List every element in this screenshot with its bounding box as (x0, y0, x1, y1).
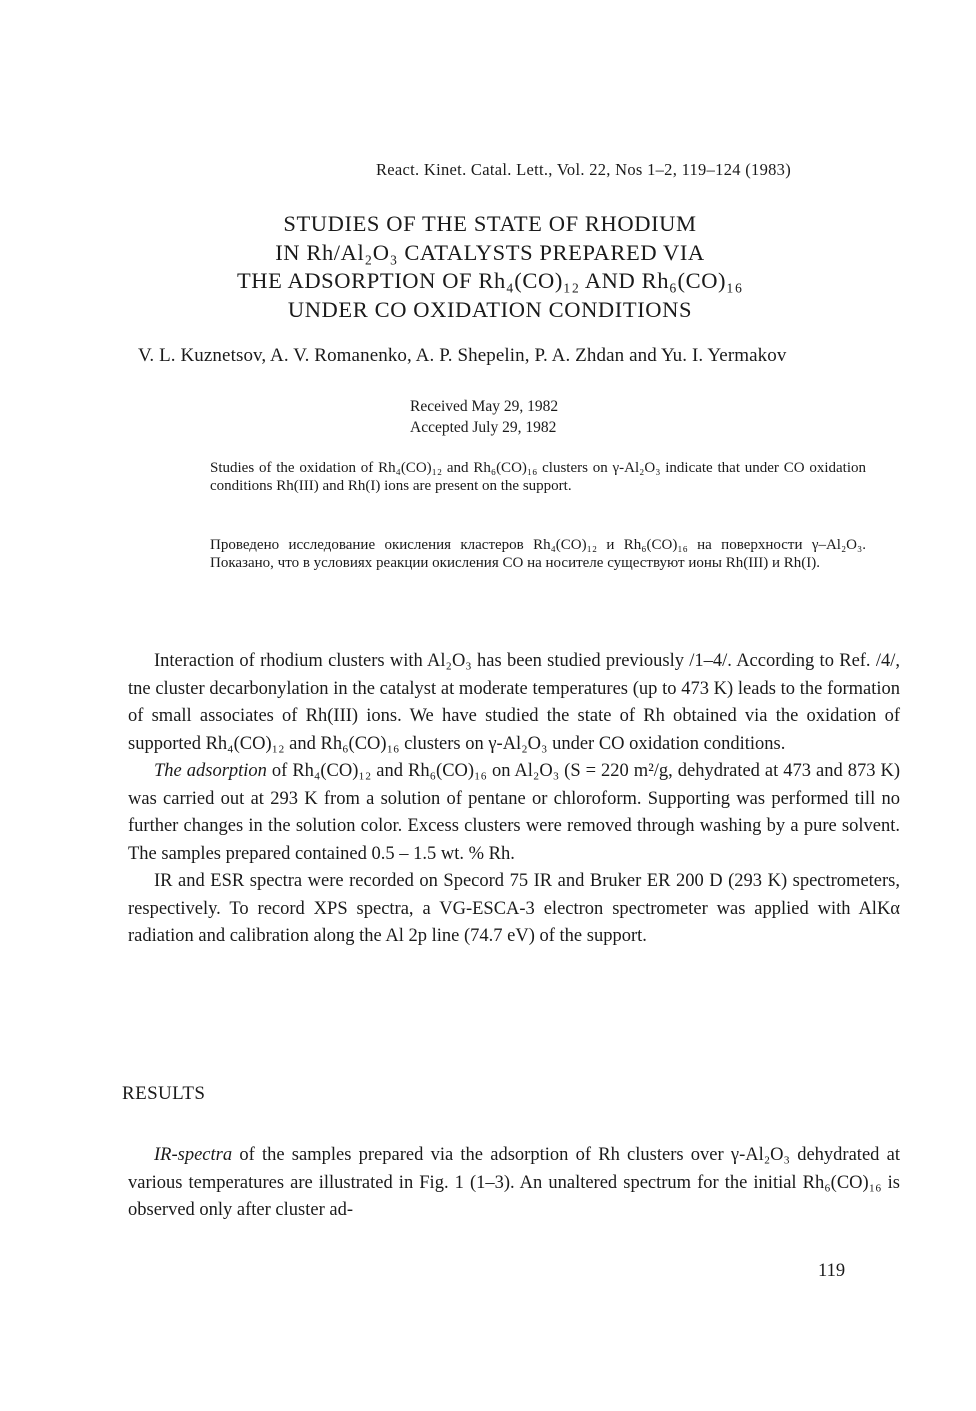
run-in-heading-adsorption: The adsorption (154, 761, 267, 781)
abstract-russian: Проведено исследование окисления кластеров Rh₄(CO)₁₂ и Rh₆(CO)₁₆ на поверхности γ–Al₂O₃. Показано, что в условиях реакции окисления CO на носителе существуют ионы Rh(III) и Rh(I). (210, 537, 866, 571)
section-heading-results: RESULTS (122, 1083, 206, 1104)
title-line-1: STUDIES OF THE STATE OF RHODIUM (283, 211, 697, 236)
paragraph-text: of Rh₄(CO)₁₂ and Rh₆(CO)₁₆ on Al₂O₃ (S = 220 m²/g, dehydrated at 473 and 873 K) was carried out at 293 K from a solution of pentane or chloroform. Supporting was performed till no further changes in the solution color. Excess clusters were removed through washing by a pure solvent. The samples prepared contained 0.5 – 1.5 wt. % Rh. (128, 761, 900, 864)
body-paragraph-1: Interaction of rhodium clusters with Al₂O₃ has been studied previously /1–4/. According to Ref. /4/, tne cluster decarbonylation in the catalyst at moderate temperatures (up to 473 K) leads to the formation of small associates of Rh(III) ions. We have studied the state of Rh obtained via the oxidation of supported Rh₄(CO)₁₂ and Rh₆(CO)₁₆ clusters on γ-Al₂O₃ under CO oxidation conditions. (128, 651, 900, 754)
introduction-section (128, 648, 900, 951)
accepted-date: Accepted July 29, 1982 (410, 419, 557, 436)
run-in-heading-ir-spectra: IR-spectra (154, 1145, 233, 1165)
title-line-3: THE ADSORPTION OF Rh₄(CO)₁₂ AND Rh₆(CO)₁₆ (236, 268, 744, 293)
abstract-english: Studies of the oxidation of Rh₄(CO)₁₂ and Rh₆(CO)₁₆ clusters on γ-Al₂O₃ indicate that under CO oxidation conditions Rh(III) and Rh(I) ions are present on the support. (210, 460, 866, 494)
journal-reference: React. Kinet. Catal. Lett., Vol. 22, Nos 1–2, 119–124 (1983) (376, 160, 792, 179)
article-title (160, 210, 820, 324)
title-line-2: IN Rh/Al₂O₃ CATALYSTS PREPARED VIA (275, 239, 705, 265)
title-line-4: UNDER CO OXIDATION CONDITIONS (287, 296, 693, 322)
results-paragraph-1 (128, 1142, 900, 1225)
paragraph-text: of the samples prepared via the adsorption of Rh clusters over γ-Al₂O₃ dehydrated at various temperatures are illustrated in Fig. 1 (1–3). An unaltered spectrum for the initial Rh₆(CO)₁₆ is observed only after cluster ad- (128, 1145, 900, 1220)
author-list: V. L. Kuznetsov, A. V. Romanenko, A. P. Shepelin, P. A. Zhdan and Yu. I. Yermakov (138, 345, 787, 366)
body-paragraph-2 (128, 758, 900, 868)
received-date: Received May 29, 1982 (410, 398, 559, 415)
body-paragraph-3: IR and ESR spectra were recorded on Specord 75 IR and Bruker ER 200 D (293 K) spectrometers, respectively. To record XPS spectra, a VG-ESCA-3 electron spectrometer was applied with AlKα radiation and calibration along the Al 2p line (74.7 eV) of the support. (128, 871, 900, 946)
submission-dates (410, 396, 558, 438)
results-section (128, 1142, 900, 1225)
page-number: 119 (818, 1261, 846, 1281)
